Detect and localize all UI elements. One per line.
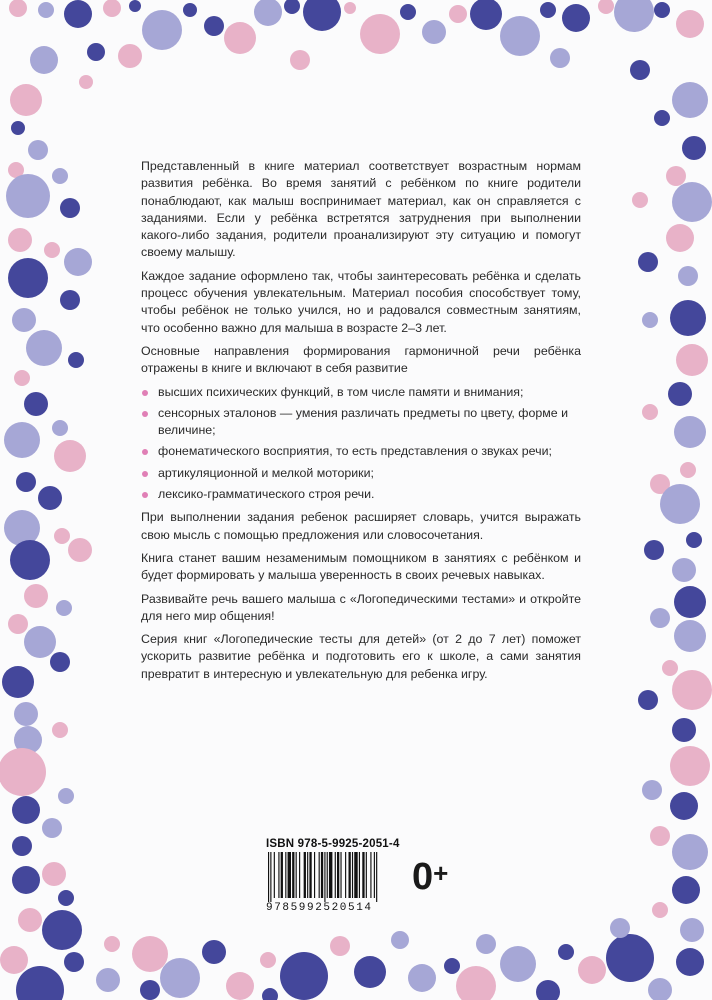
decorative-dot	[38, 486, 62, 510]
paragraph-directions: Основные направления формирования гармоничной речи ребёнка отражены в книге и включают в себя развитие	[141, 343, 581, 376]
decorative-dot	[344, 2, 356, 14]
decorative-dot	[202, 940, 226, 964]
barcode-digits: 9785992520514	[266, 902, 373, 914]
decorative-dot	[632, 192, 648, 208]
paragraph-series: Серия книг «Логопедические тесты для детей» (от 2 до 7 лет) поможет ускорить развитие ребёнка и подготовить его к школе, а сами занятия превратит в интересную и увлекательную для ребенка игру.	[141, 632, 581, 681]
barcode-bar	[324, 852, 325, 902]
decorative-dot	[644, 540, 664, 560]
decorative-dot	[686, 532, 702, 548]
decorative-dot	[26, 330, 62, 366]
decorative-dot	[54, 440, 86, 472]
barcode-bar	[278, 852, 279, 898]
decorative-dot	[444, 958, 460, 974]
list-item: фонематического восприятия, то есть представления о звуках речи;	[141, 443, 581, 460]
decorative-dot	[2, 666, 34, 698]
barcode-bar	[340, 852, 341, 898]
decorative-dot	[58, 788, 74, 804]
decorative-dot	[103, 0, 121, 17]
decorative-dot	[638, 690, 658, 710]
decorative-dot	[4, 422, 40, 458]
decorative-dot	[668, 382, 692, 406]
decorative-dot	[606, 934, 654, 982]
paragraph-helper: Книга станет вашим незаменимым помощником в занятиях с ребёнком и будет формировать у малыша уверенность в своих речевых навыках.	[141, 550, 581, 583]
decorative-dot	[42, 910, 82, 950]
decorative-dot	[204, 16, 224, 36]
barcode-bar	[327, 852, 328, 898]
decorative-dot	[456, 966, 496, 1000]
decorative-dot	[18, 908, 42, 932]
decorative-dot	[60, 290, 80, 310]
barcode-bar	[288, 852, 291, 898]
decorative-dot	[662, 660, 678, 676]
development-list	[141, 384, 581, 504]
decorative-dot	[449, 5, 467, 23]
decorative-dot	[8, 614, 28, 634]
decorative-dot	[12, 796, 40, 824]
decorative-dot	[676, 10, 704, 38]
decorative-dot	[642, 780, 662, 800]
decorative-dot	[14, 370, 30, 386]
decorative-dot	[8, 228, 32, 252]
age-rating-plus: +	[433, 858, 449, 888]
decorative-dot	[79, 75, 93, 89]
list-item: высших психических функций, в том числе памяти и внимания;	[141, 384, 581, 401]
decorative-dot	[58, 890, 74, 906]
decorative-dot	[104, 936, 120, 952]
decorative-dot	[672, 834, 708, 870]
barcode-bar	[374, 852, 375, 898]
barcode-bar	[307, 852, 308, 898]
decorative-dot	[550, 48, 570, 68]
decorative-dot	[16, 966, 64, 1000]
decorative-dot	[672, 718, 696, 742]
decorative-dot	[676, 948, 704, 976]
decorative-dot	[8, 258, 48, 298]
age-rating-value: 0	[412, 856, 434, 898]
decorative-dot	[650, 608, 670, 628]
decorative-dot	[674, 620, 706, 652]
decorative-dot	[64, 248, 92, 276]
barcode-bar	[270, 852, 271, 902]
decorative-dot	[280, 952, 328, 1000]
decorative-dot	[290, 50, 310, 70]
decorative-dot	[0, 946, 28, 974]
decorative-dot	[536, 980, 560, 1000]
bullet-dot-icon	[142, 492, 148, 498]
decorative-dot	[614, 0, 654, 32]
paragraph-intro: Представленный в книге материал соответствует возрастным нормам развития ребёнка. Во время занятий с ребёнком по книге родители понаблюдают, как малыш воспринимает материал, как он справляется с заданиями. Если у ребёнка встретятся затруднения при выполнении какого-либо задания, родители проанализируют эту ситуацию и помогут своему малышу.	[141, 159, 581, 260]
decorative-dot	[64, 952, 84, 972]
decorative-dot	[254, 0, 282, 26]
barcode-bar	[281, 852, 283, 898]
decorative-dot	[408, 964, 436, 992]
decorative-dot	[650, 826, 670, 846]
barcode-bar	[349, 852, 351, 898]
barcode-bar	[362, 852, 364, 898]
decorative-dot	[44, 242, 60, 258]
decorative-dot	[630, 60, 650, 80]
decorative-dot	[680, 918, 704, 942]
decorative-dot	[64, 0, 92, 28]
decorative-dot	[674, 586, 706, 618]
barcode-bar	[345, 852, 346, 898]
decorative-dot	[672, 558, 696, 582]
decorative-dot	[672, 82, 708, 118]
barcode-bar	[376, 852, 377, 902]
decorative-dot	[96, 968, 120, 992]
decorative-dot	[0, 748, 46, 796]
barcode-bar	[314, 852, 315, 898]
decorative-dot	[52, 722, 68, 738]
decorative-dot	[422, 20, 446, 44]
decorative-dot	[610, 918, 630, 938]
decorative-dot	[540, 2, 556, 18]
decorative-dot	[391, 931, 409, 949]
decorative-dot	[666, 166, 686, 186]
decorative-dot	[672, 670, 712, 710]
decorative-dot	[470, 0, 502, 30]
decorative-dot	[11, 121, 25, 135]
decorative-dot	[52, 420, 68, 436]
decorative-dot	[183, 3, 197, 17]
barcode-bar	[366, 852, 367, 898]
decorative-dot	[303, 0, 341, 31]
bullet-dot-icon	[142, 390, 148, 396]
barcode-bar	[296, 852, 297, 898]
list-item: лексико-грамматического строя речи.	[141, 486, 581, 503]
decorative-dot	[56, 600, 72, 616]
decorative-dot	[28, 140, 48, 160]
decorative-dot	[24, 584, 48, 608]
paragraph-tasks: Каждое задание оформлено так, чтобы заинтересовать ребёнка и сделать процесс обучения увлекательным. Материал пособия способствует тому, чтобы ребёнок не только учился, но и радовался совместным занятиям, что особенно важно для малыша в возрасте 2–3 лет.	[141, 268, 581, 335]
decorative-dot	[400, 4, 416, 20]
decorative-dot	[676, 344, 708, 376]
decorative-dot	[224, 22, 256, 54]
barcode-bar	[274, 852, 275, 898]
decorative-dot	[12, 836, 32, 856]
bullet-dot-icon	[142, 411, 148, 417]
decorative-dot	[562, 4, 590, 32]
decorative-dot	[642, 312, 658, 328]
decorative-dot	[654, 110, 670, 126]
barcode-bar	[329, 852, 332, 898]
barcode-bar	[268, 852, 269, 902]
decorative-dot	[118, 44, 142, 68]
decorative-dot	[654, 2, 670, 18]
decorative-dot	[6, 174, 50, 218]
decorative-dot	[68, 538, 92, 562]
decorative-dot	[50, 652, 70, 672]
decorative-dot	[10, 540, 50, 580]
decorative-dot	[648, 978, 672, 1000]
decorative-dot	[670, 746, 710, 786]
decorative-dot	[578, 956, 606, 984]
decorative-dot	[140, 980, 160, 1000]
isbn-block	[266, 838, 414, 914]
decorative-dot	[60, 198, 80, 218]
decorative-dot	[87, 43, 105, 61]
barcode-bar	[352, 852, 353, 898]
decorative-dot	[260, 952, 276, 968]
barcode-bar	[359, 852, 360, 898]
list-item: сенсорных эталонов — умения различать предметы по цвету, форме и величине;	[141, 405, 581, 440]
decorative-dot	[660, 484, 700, 524]
decorative-dot	[38, 2, 54, 18]
decorative-dot	[682, 136, 706, 160]
decorative-dot	[674, 416, 706, 448]
decorative-dot	[558, 944, 574, 960]
decorative-dot	[330, 936, 350, 956]
decorative-dot	[12, 866, 40, 894]
decorative-dot	[672, 182, 712, 222]
barcode-bar	[299, 852, 300, 898]
barcode-bar	[319, 852, 320, 898]
decorative-dot	[30, 46, 58, 74]
decorative-dot	[68, 352, 84, 368]
decorative-dot	[670, 792, 698, 820]
decorative-dot	[598, 0, 614, 14]
paragraph-call-to-action: Развивайте речь вашего малыша с «Логопедическими тестами» и откройте для него мир общения!	[141, 591, 581, 623]
decorative-dot	[10, 84, 42, 116]
decorative-dot	[42, 862, 66, 886]
paragraph-vocabulary: При выполнении задания ребенок расширяет словарь, учится выражать свою мысль с помощью предложения или словосочетания.	[141, 510, 581, 542]
decorative-dot	[14, 702, 38, 726]
decorative-dot	[262, 988, 278, 1000]
barcode-bar	[309, 852, 311, 898]
isbn-number: ISBN 978-5-9925-2051-4	[266, 838, 400, 850]
decorative-dot	[160, 958, 200, 998]
decorative-dot	[680, 462, 696, 478]
decorative-dot	[678, 266, 698, 286]
decorative-dot	[354, 956, 386, 988]
bullet-dot-icon	[142, 449, 148, 455]
barcode-bar	[337, 852, 339, 898]
age-rating-badge	[412, 858, 448, 896]
decorative-dot	[16, 472, 36, 492]
bullet-dot-icon	[142, 471, 148, 477]
list-item: артикуляционной и мелкой моторики;	[141, 465, 581, 482]
decorative-dot	[500, 16, 540, 56]
decorative-dot	[226, 972, 254, 1000]
barcode-bar	[370, 852, 371, 898]
decorative-dot	[476, 934, 496, 954]
decorative-dot	[638, 252, 658, 272]
decorative-dot	[12, 308, 36, 332]
decorative-dot	[142, 10, 182, 50]
barcode-bar	[335, 852, 336, 898]
decorative-dot	[9, 0, 27, 17]
back-cover-text	[141, 158, 581, 689]
decorative-dot	[54, 528, 70, 544]
barcode-bar	[285, 852, 286, 898]
decorative-dot	[24, 626, 56, 658]
decorative-dot	[652, 902, 668, 918]
barcode-bar	[304, 852, 306, 898]
decorative-dot	[132, 936, 168, 972]
decorative-dot	[24, 392, 48, 416]
decorative-dot	[129, 0, 141, 12]
decorative-dot	[666, 224, 694, 252]
decorative-dot	[52, 168, 68, 184]
decorative-dot	[500, 946, 536, 982]
decorative-dot	[642, 404, 658, 420]
decorative-dot	[672, 876, 700, 904]
barcode-bar	[292, 852, 294, 898]
decorative-dot	[670, 300, 706, 336]
barcode-bar	[321, 852, 323, 898]
decorative-dot	[284, 0, 300, 14]
barcode-bar	[354, 852, 357, 898]
decorative-dot	[360, 14, 400, 54]
decorative-dot	[42, 818, 62, 838]
barcode-icon	[266, 852, 412, 902]
